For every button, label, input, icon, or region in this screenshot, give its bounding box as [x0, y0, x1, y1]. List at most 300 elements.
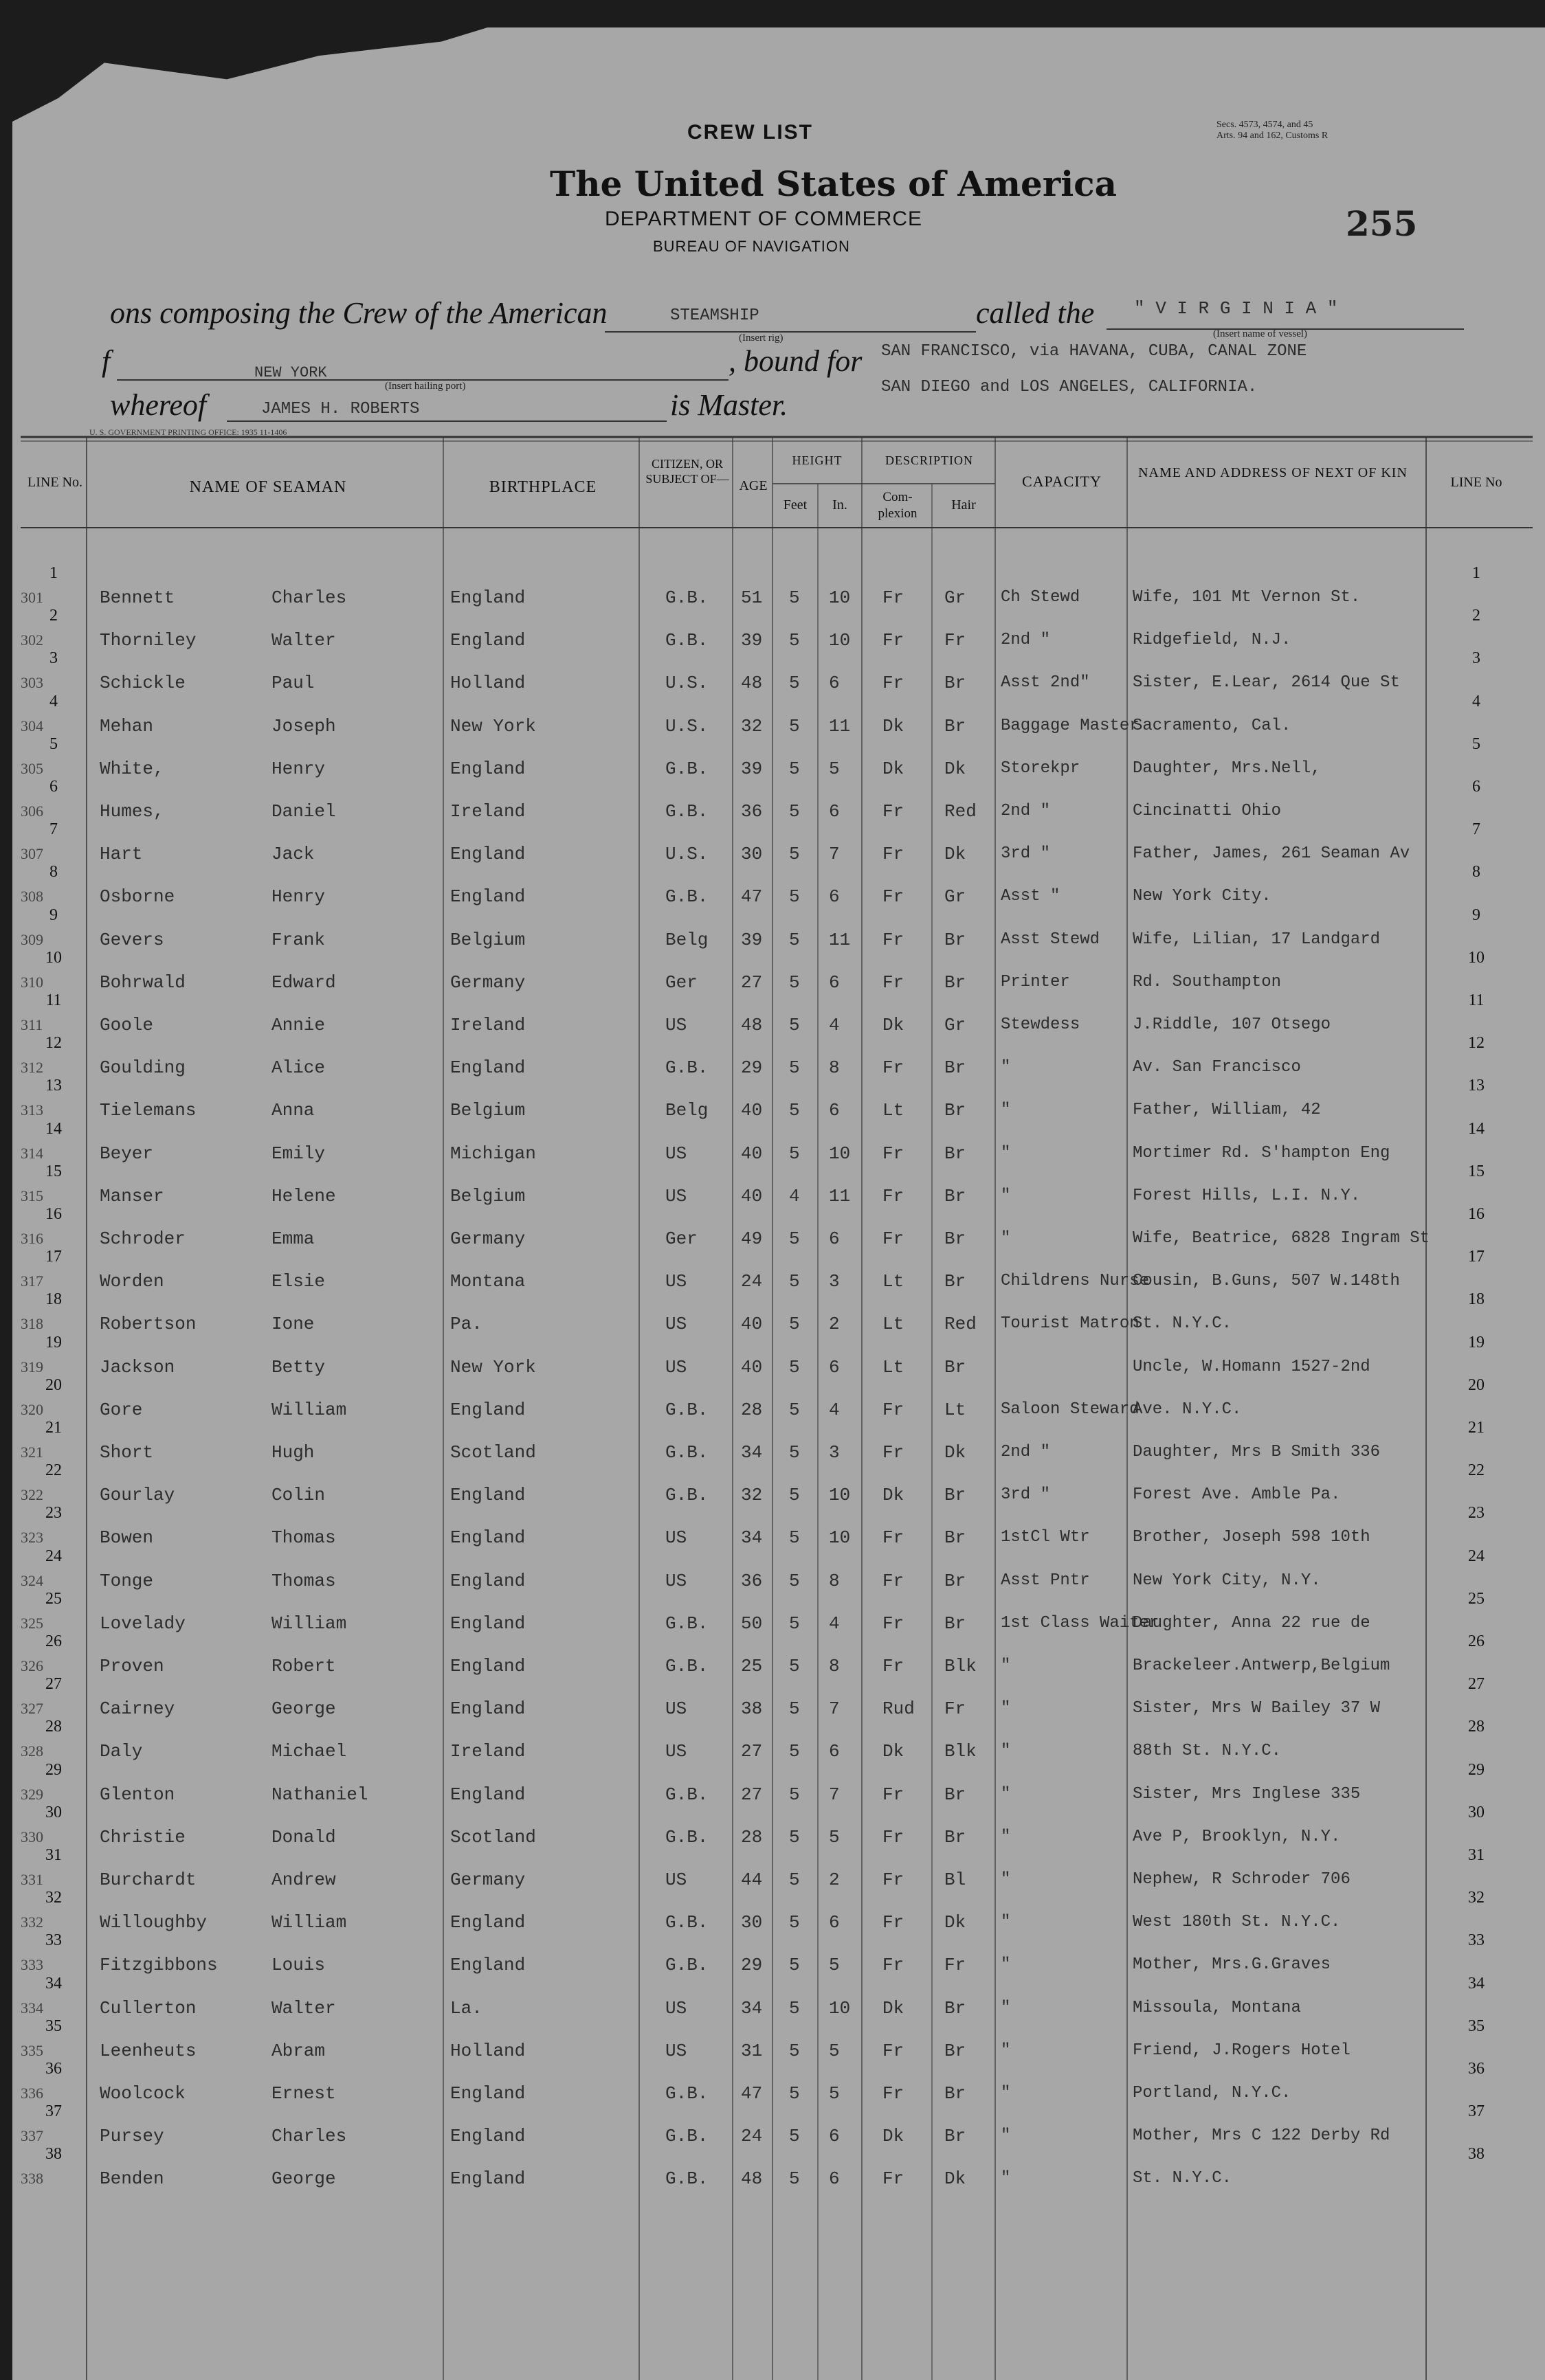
hair: Bl [944, 1870, 966, 1890]
hair: Br [944, 972, 966, 993]
seaman-given-name: Alice [271, 1057, 326, 1079]
citizenship: US [665, 1314, 687, 1335]
citizenship: G.B. [665, 801, 709, 822]
line-number: 35 [45, 2017, 62, 2035]
complexion: Fr [882, 886, 904, 908]
row-stamp-number: 337 [21, 2127, 43, 2145]
line-number-right: 37 [1468, 2102, 1485, 2121]
hair: Red [944, 1314, 977, 1335]
birthplace: England [450, 1656, 526, 1676]
seaman-given-name: Walter [271, 1997, 336, 2019]
citizenship: G.B. [665, 1784, 709, 1805]
capacity: " [1001, 1143, 1011, 1163]
row-stamp-number: 311 [21, 1016, 43, 1033]
capacity: Childrens Nurse [1001, 1272, 1150, 1291]
height-inches: 6 [829, 673, 840, 694]
line-number: 10 [45, 948, 62, 967]
next-of-kin: St. N.Y.C. [1133, 2169, 1232, 2188]
next-of-kin: West 180th St. N.Y.C. [1133, 1913, 1341, 1932]
seaman-surname: Proven [100, 1656, 164, 1676]
height-inches: 6 [829, 886, 840, 908]
col-line-no: LINE No. [27, 475, 82, 490]
row-stamp-number: 322 [21, 1486, 43, 1504]
line-number: 13 [45, 1077, 62, 1095]
citizenship: US [665, 1570, 687, 1591]
height-inches: 6 [829, 1741, 840, 1762]
row-stamp-number: 305 [21, 759, 43, 777]
next-of-kin: Cincinatti Ohio [1133, 802, 1282, 820]
height-inches: 3 [829, 1271, 840, 1292]
birthplace: Belgium [450, 1185, 526, 1206]
hair: Br [944, 1784, 966, 1805]
row-stamp-number: 334 [21, 1999, 43, 2017]
line-number-right: 19 [1468, 1333, 1485, 1351]
seaman-surname: Benden [100, 2168, 164, 2190]
line-number: 34 [45, 1974, 62, 1992]
height-feet: 5 [789, 630, 800, 651]
department-name: DEPARTMENT OF COMMERCE [605, 207, 923, 230]
line-number: 17 [45, 1248, 62, 1266]
next-of-kin: Mother, Mrs.G.Graves [1133, 1955, 1331, 1975]
birthplace: England [450, 1057, 526, 1079]
age: 30 [741, 1912, 763, 1933]
height-feet: 5 [789, 1826, 800, 1848]
seaman-given-name: Joseph [271, 715, 336, 737]
line-number: 5 [49, 734, 58, 753]
hair: Gr [944, 886, 966, 908]
capacity: " [1001, 1657, 1011, 1675]
col-feet: Feet [783, 497, 808, 513]
line-number: 25 [45, 1589, 62, 1608]
seaman-given-name: Emily [271, 1143, 326, 1164]
birthplace: Montana [450, 1271, 526, 1292]
col-age: AGE [739, 478, 768, 493]
row-stamp-number: 328 [21, 1742, 43, 1760]
height-inches: 7 [829, 844, 840, 865]
age: 30 [741, 844, 763, 865]
birthplace: New York [450, 715, 536, 737]
seaman-surname: Cullerton [100, 1997, 197, 2019]
capacity: 3rd " [1001, 844, 1051, 864]
seaman-given-name: Elsie [271, 1271, 326, 1292]
line-number-right: 12 [1468, 1034, 1485, 1053]
home-port: NEW YORK [254, 364, 327, 381]
next-of-kin: Daughter, Mrs.Nell, [1133, 759, 1321, 778]
height-feet: 5 [789, 1057, 800, 1079]
citizenship: Ger [665, 1228, 698, 1249]
hair: Gr [944, 1015, 966, 1035]
height-inches: 11 [829, 715, 851, 737]
height-feet: 5 [789, 929, 800, 950]
statute-reference [1216, 120, 1328, 142]
hair: Br [944, 1570, 966, 1591]
capacity: " [1001, 1827, 1011, 1846]
next-of-kin: Cousin, B.Guns, 507 W.148th [1133, 1272, 1400, 1291]
line-number: 3 [49, 649, 58, 668]
line-number-right: 9 [1472, 906, 1480, 924]
complexion: Lt [882, 1356, 904, 1378]
row-stamp-number: 324 [21, 1571, 43, 1589]
line-number: 12 [45, 1034, 62, 1053]
age: 38 [741, 1698, 763, 1720]
age: 39 [741, 630, 763, 651]
citizenship: G.B. [665, 2083, 709, 2104]
birthplace: England [450, 1912, 526, 1933]
birthplace: England [450, 758, 526, 779]
citizenship: US [665, 1870, 687, 1890]
hair: Br [944, 1826, 966, 1848]
next-of-kin: Father, William, 42 [1133, 1101, 1321, 1120]
seaman-surname: Short [100, 1442, 154, 1463]
seaman-given-name: Charles [271, 2126, 347, 2147]
capacity: 1stCl Wtr [1001, 1528, 1090, 1547]
birthplace: England [450, 886, 526, 908]
row-stamp-number: 314 [21, 1144, 43, 1162]
citizenship: Ger [665, 972, 698, 993]
statute-line-2: Arts. 94 and 162, Customs R [1216, 131, 1329, 141]
line-number-right: 17 [1468, 1248, 1485, 1266]
line-number-right: 1 [1472, 564, 1480, 582]
line-number: 20 [45, 1376, 62, 1394]
seaman-given-name: Ernest [271, 2083, 336, 2104]
row-stamp-number: 313 [21, 1101, 43, 1119]
complexion: Dk [882, 1485, 904, 1506]
complexion: Fr [882, 972, 904, 993]
age: 36 [741, 801, 763, 822]
seaman-surname: Hart [100, 844, 143, 865]
hair: Lt [944, 1399, 966, 1420]
complexion: Fr [882, 801, 904, 822]
seaman-surname: Fitzgibbons [100, 1955, 218, 1976]
seaman-surname: Beyer [100, 1143, 154, 1164]
next-of-kin: Forest Hills, L.I. N.Y. [1133, 1186, 1361, 1205]
line-number: 23 [45, 1504, 62, 1523]
birthplace: England [450, 1570, 526, 1591]
seaman-surname: Willoughby [100, 1912, 208, 1933]
line-number: 19 [45, 1333, 62, 1351]
birthplace: England [450, 1698, 526, 1720]
seaman-surname: Bowen [100, 1527, 154, 1549]
next-of-kin: Wife, 101 Mt Vernon St. [1133, 588, 1361, 607]
capacity: Ch Stewd [1001, 588, 1080, 607]
capacity: " [1001, 1784, 1011, 1804]
citizenship: G.B. [665, 2168, 709, 2190]
line-number: 18 [45, 1290, 62, 1309]
next-of-kin: 88th St. N.Y.C. [1133, 1742, 1282, 1761]
capacity: " [1001, 2041, 1011, 2060]
complexion: Lt [882, 1314, 904, 1335]
line-number-right: 16 [1468, 1205, 1485, 1223]
height-inches: 10 [829, 587, 851, 608]
country-title: The United States of America [550, 164, 1118, 204]
seaman-given-name: Emma [271, 1228, 315, 1249]
height-inches: 10 [829, 1143, 851, 1164]
height-inches: 10 [829, 1527, 851, 1549]
row-stamp-number: 336 [21, 2085, 43, 2102]
capacity: Baggage Master [1001, 716, 1140, 735]
seaman-surname: Cairney [100, 1698, 175, 1720]
hair: Br [944, 1228, 966, 1249]
printer-note: U. S. GOVERNMENT PRINTING OFFICE: 1935 11-1406 [89, 427, 287, 437]
next-of-kin: Wife, Beatrice, 6828 Ingram St [1133, 1229, 1430, 1248]
capacity: " [1001, 1699, 1011, 1718]
age: 28 [741, 1826, 763, 1848]
capacity: " [1001, 2169, 1011, 2188]
seaman-surname: Schickle [100, 673, 186, 694]
line-number: 33 [45, 1931, 62, 1950]
height-inches: 5 [829, 1955, 840, 1976]
hair: Br [944, 2083, 966, 2104]
line-number-right: 38 [1468, 2145, 1485, 2164]
hair: Dk [944, 1912, 966, 1933]
col-height: HEIGHT [792, 453, 843, 467]
seaman-given-name: Walter [271, 630, 336, 651]
seaman-given-name: Jack [271, 844, 315, 865]
height-inches: 10 [829, 630, 851, 651]
height-inches: 6 [829, 1228, 840, 1249]
line-number-right: 20 [1468, 1376, 1485, 1394]
height-feet: 5 [789, 715, 800, 737]
height-feet: 5 [789, 1527, 800, 1549]
birthplace: Michigan [450, 1143, 536, 1164]
complexion: Fr [882, 844, 904, 865]
hair: Br [944, 1143, 966, 1164]
birthplace: England [450, 587, 526, 608]
citizenship: Belg [665, 1100, 709, 1121]
height-feet: 5 [789, 844, 800, 865]
birthplace: England [450, 1399, 526, 1420]
complexion: Fr [882, 1656, 904, 1676]
seaman-surname: Mehan [100, 715, 154, 737]
capacity: Storekpr [1001, 759, 1080, 778]
hair: Blk [944, 1656, 977, 1676]
seaman-given-name: Annie [271, 1015, 326, 1035]
complexion: Fr [882, 1399, 904, 1420]
birthplace: Germany [450, 1870, 526, 1890]
seaman-surname: Christie [100, 1826, 186, 1848]
age: 51 [741, 587, 763, 608]
age: 32 [741, 1485, 763, 1506]
row-stamp-number: 327 [21, 1700, 43, 1718]
next-of-kin: Av. San Francisco [1133, 1058, 1301, 1077]
row-stamp-number: 331 [21, 1871, 43, 1888]
capacity: Tourist Matron [1001, 1314, 1140, 1334]
height-feet: 5 [789, 1271, 800, 1292]
birthplace: Pa. [450, 1314, 482, 1335]
capacity: Asst " [1001, 887, 1060, 906]
citizenship: US [665, 1015, 687, 1035]
age: 40 [741, 1185, 763, 1206]
hair: Br [944, 1100, 966, 1121]
line-number-right: 4 [1472, 692, 1480, 710]
birthplace: Scotland [450, 1826, 536, 1848]
complexion: Fr [882, 1826, 904, 1848]
citizenship: G.B. [665, 1442, 709, 1463]
line-number-right: 11 [1468, 991, 1485, 1009]
height-inches: 6 [829, 972, 840, 993]
complexion: Fr [882, 1442, 904, 1463]
seaman-given-name: Charles [271, 587, 347, 608]
height-feet: 5 [789, 1100, 800, 1121]
birthplace: England [450, 1784, 526, 1805]
height-feet: 5 [789, 801, 800, 822]
line-number: 26 [45, 1632, 62, 1650]
birthplace: England [450, 2083, 526, 2104]
capacity: Asst 2nd" [1001, 673, 1090, 693]
row-stamp-number: 318 [21, 1315, 43, 1333]
called-the-label: called the [976, 296, 1095, 330]
line-number-right: 36 [1468, 2060, 1485, 2078]
seaman-given-name: Frank [271, 929, 326, 950]
hair: Br [944, 1485, 966, 1506]
next-of-kin: Father, James, 261 Seaman Av [1133, 844, 1410, 864]
seaman-surname: White, [100, 758, 164, 779]
birthplace: Holland [450, 2040, 526, 2061]
hair: Br [944, 715, 966, 737]
age: 40 [741, 1314, 763, 1335]
complexion: Dk [882, 2126, 904, 2147]
complexion: Dk [882, 1997, 904, 2019]
hair: Br [944, 1997, 966, 2019]
seaman-surname: Gevers [100, 929, 164, 950]
col-birthplace: BIRTHPLACE [489, 478, 597, 496]
citizenship: G.B. [665, 1399, 709, 1420]
complexion: Fr [882, 630, 904, 651]
next-of-kin: Nephew, R Schroder 706 [1133, 1870, 1351, 1889]
height-feet: 5 [789, 2168, 800, 2190]
complexion: Fr [882, 1143, 904, 1164]
age: 39 [741, 929, 763, 950]
height-feet: 5 [789, 1613, 800, 1634]
age: 36 [741, 1570, 763, 1591]
line-number: 8 [49, 863, 58, 882]
height-inches: 6 [829, 801, 840, 822]
citizenship: U.S. [665, 844, 709, 865]
seaman-surname: Robertson [100, 1314, 197, 1335]
col-name: NAME OF SEAMAN [189, 478, 347, 496]
height-inches: 2 [829, 1314, 840, 1335]
seaman-given-name: Robert [271, 1656, 336, 1676]
age: 47 [741, 2083, 763, 2104]
height-inches: 4 [829, 1613, 840, 1634]
complexion: Dk [882, 1741, 904, 1762]
age: 27 [741, 1741, 763, 1762]
complexion: Fr [882, 673, 904, 694]
seaman-surname: Woolcock [100, 2083, 186, 2104]
citizenship: U.S. [665, 673, 709, 694]
seaman-given-name: William [271, 1613, 347, 1634]
age: 40 [741, 1356, 763, 1378]
line-number: 21 [45, 1419, 62, 1437]
height-inches: 5 [829, 2083, 840, 2104]
next-of-kin: Uncle, W.Homann 1527-2nd [1133, 1357, 1370, 1376]
line-number: 32 [45, 1889, 62, 1907]
citizenship: G.B. [665, 2126, 709, 2147]
next-of-kin: Sister, E.Lear, 2614 Que St [1133, 673, 1400, 693]
age: 48 [741, 2168, 763, 2190]
home-port-hint: (Insert hailing port) [385, 381, 466, 392]
complexion: Dk [882, 758, 904, 779]
line-number-right: 21 [1468, 1419, 1485, 1437]
next-of-kin: Brackeleer.Antwerp,Belgium [1133, 1657, 1390, 1675]
line-number: 7 [49, 820, 58, 839]
capacity: 2nd " [1001, 631, 1051, 650]
hair: Br [944, 1356, 966, 1378]
seaman-surname: Goulding [100, 1057, 186, 1079]
seaman-surname: Daly [100, 1741, 143, 1762]
line-number-right: 29 [1468, 1760, 1485, 1779]
next-of-kin: Daughter, Anna 22 rue de [1133, 1613, 1370, 1632]
height-inches: 8 [829, 1057, 840, 1079]
next-of-kin: Ave. N.Y.C. [1133, 1400, 1242, 1419]
citizenship: G.B. [665, 1826, 709, 1848]
seaman-given-name: William [271, 1912, 347, 1933]
citizenship: US [665, 1741, 687, 1762]
row-stamp-number: 302 [21, 631, 43, 649]
citizenship: G.B. [665, 1057, 709, 1079]
seaman-surname: Humes, [100, 801, 164, 822]
destination-line-2: SAN DIEGO and LOS ANGELES, CALIFORNIA. [881, 378, 1258, 396]
height-feet: 5 [789, 1955, 800, 1976]
age: 28 [741, 1399, 763, 1420]
citizenship: US [665, 1185, 687, 1206]
row-stamp-number: 319 [21, 1358, 43, 1376]
birthplace: England [450, 630, 526, 651]
height-feet: 5 [789, 2126, 800, 2147]
complexion: Rud [882, 1698, 915, 1720]
seaman-surname: Glenton [100, 1784, 175, 1805]
citizenship: G.B. [665, 1656, 709, 1676]
age: 29 [741, 1955, 763, 1976]
seaman-given-name: Louis [271, 1955, 326, 1976]
citizenship: U.S. [665, 715, 709, 737]
height-feet: 5 [789, 1784, 800, 1805]
hair: Dk [944, 844, 966, 865]
citizenship: G.B. [665, 1955, 709, 1976]
age: 25 [741, 1656, 763, 1676]
capacity: " [1001, 2084, 1011, 2102]
birthplace: Ireland [450, 801, 526, 822]
master-name: JAMES H. ROBERTS [261, 400, 420, 418]
next-of-kin: Forest Ave. Amble Pa. [1133, 1485, 1341, 1505]
next-of-kin: Friend, J.Rogers Hotel [1133, 2041, 1351, 2060]
is-master-label: is Master. [670, 388, 788, 422]
hair: Red [944, 801, 977, 822]
row-stamp-number: 317 [21, 1272, 43, 1290]
age: 50 [741, 1613, 763, 1634]
height-inches: 6 [829, 2126, 840, 2147]
complexion: Lt [882, 1100, 904, 1121]
row-stamp-number: 310 [21, 973, 43, 991]
height-feet: 5 [789, 1143, 800, 1164]
age: 32 [741, 715, 763, 737]
citizenship: G.B. [665, 1485, 709, 1506]
seaman-given-name: Paul [271, 673, 315, 694]
citizenship: US [665, 1143, 687, 1164]
form-line1-prefix: ons composing the Crew of the American [110, 296, 608, 330]
row-stamp-number: 321 [21, 1444, 43, 1461]
complexion: Lt [882, 1271, 904, 1292]
seaman-given-name: George [271, 2168, 336, 2190]
capacity: " [1001, 1913, 1011, 1932]
height-feet: 5 [789, 587, 800, 608]
height-inches: 3 [829, 1442, 840, 1463]
line-number: 11 [45, 991, 62, 1009]
hair: Dk [944, 2168, 966, 2190]
seaman-surname: Jackson [100, 1356, 175, 1378]
citizenship: US [665, 1698, 687, 1720]
line-number: 15 [45, 1162, 62, 1180]
